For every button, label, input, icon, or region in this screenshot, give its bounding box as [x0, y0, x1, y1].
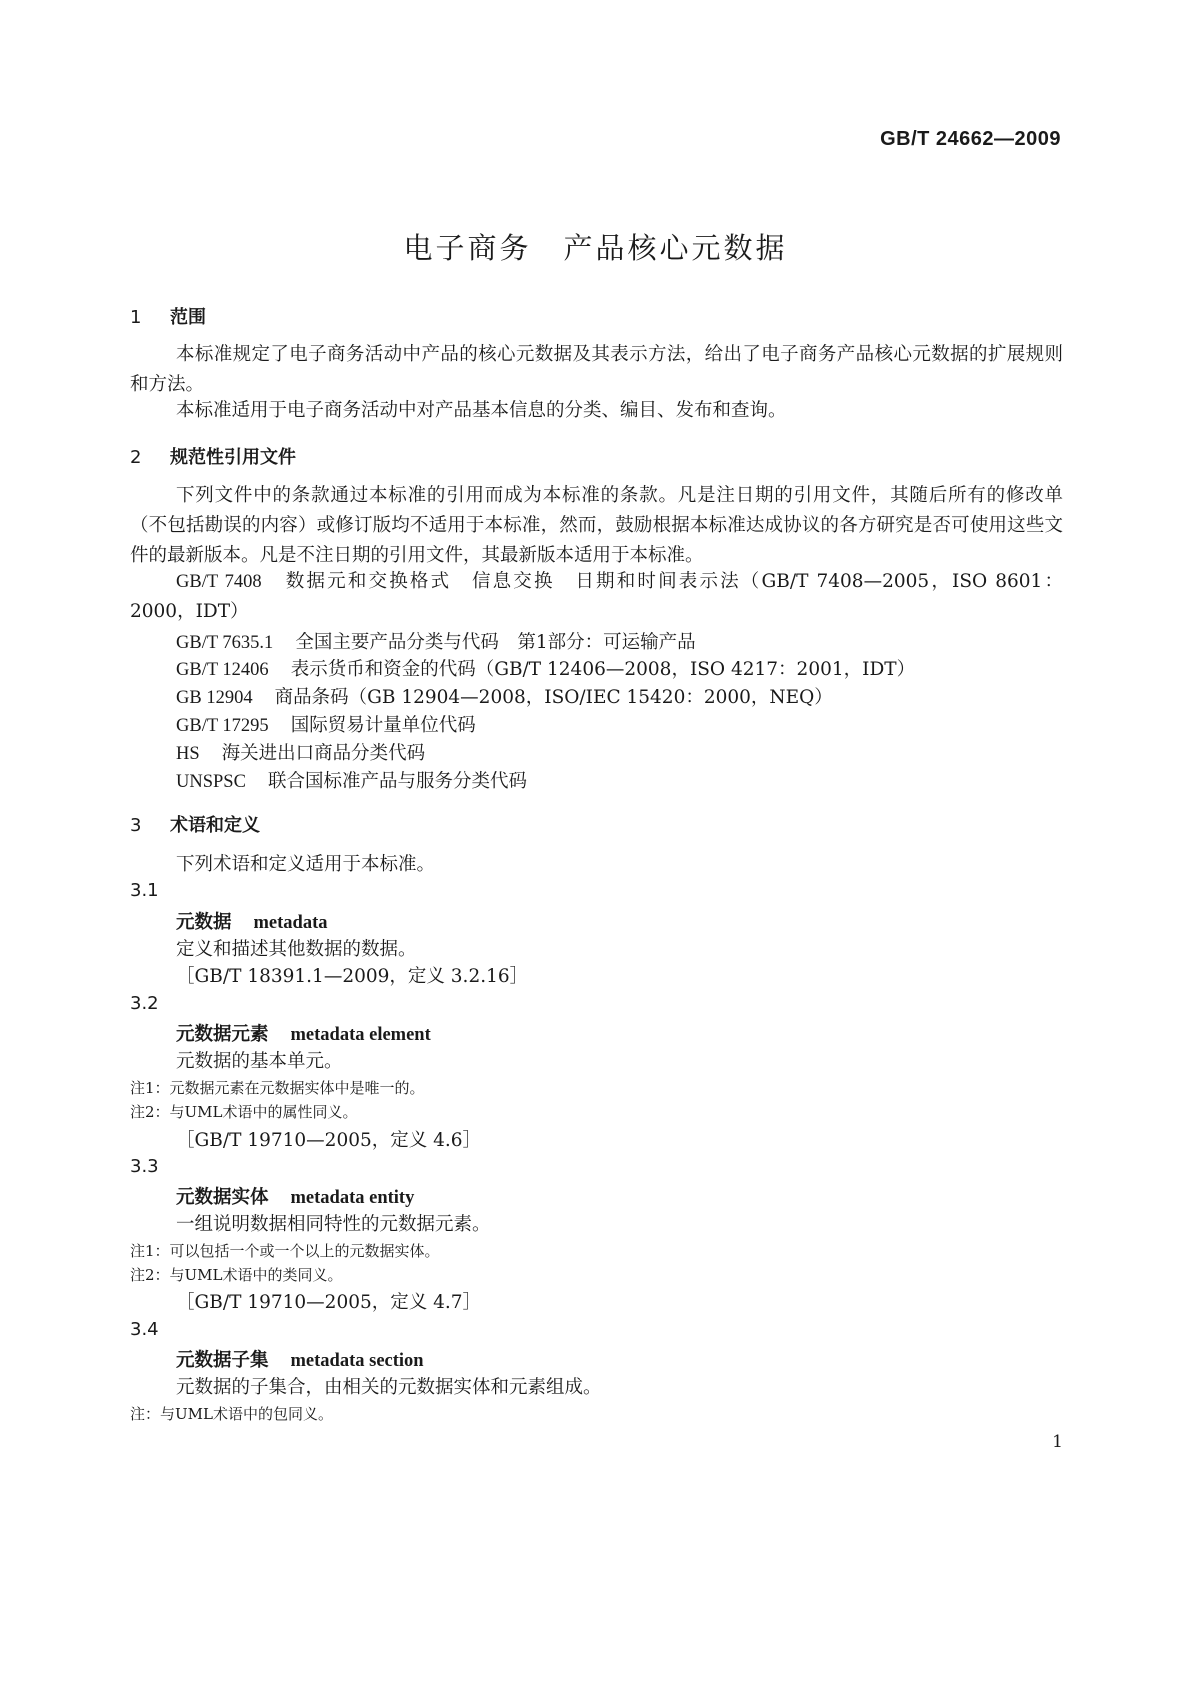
page-number: 1 [1052, 1432, 1063, 1452]
term-zh: 元数据子集 [176, 1350, 269, 1371]
reference-title: 联合国标准产品与服务分类代码 [267, 771, 527, 792]
reference-title: 表示货币和资金的代码（GB/T 12406—2008，ISO 4217：2001，IDT） [290, 659, 916, 680]
term-en: metadata section [290, 1351, 424, 1371]
section-title: 术语和定义 [170, 815, 260, 836]
section-1-para-2: 本标准适用于电子商务活动中对产品基本信息的分类、编目、发布和查询。 [176, 400, 787, 421]
term-note: 注1：可以包括一个或一个以上的元数据实体。 [130, 1242, 440, 1260]
term-source: ［GB/T 19710—2005，定义 4.7］ [176, 1292, 482, 1313]
section-number: 2 [130, 447, 142, 468]
reference-title: 商品条码（GB 12904—2008，ISO/IEC 15420：2000，NEQ） [274, 687, 833, 708]
term-number: 3.3 [130, 1156, 159, 1177]
term-heading [130, 1020, 1063, 1046]
reference-item [130, 655, 1063, 681]
term-note: 注：与UML术语中的包同义。 [130, 1405, 333, 1423]
term-note: 注2：与UML术语中的属性同义。 [130, 1103, 358, 1121]
term-en: metadata [253, 913, 328, 933]
reference-code: GB/T 12406 [176, 660, 269, 680]
section-3-intro: 下列术语和定义适用于本标准。 [176, 854, 436, 875]
reference-code: HS [176, 744, 200, 764]
section-2-intro: 下列文件中的条款通过本标准的引用而成为本标准的条款。凡是注日期的引用文件，其随后所有的修改单（不包括勘误的内容）或修订版均不适用于本标准，然而，鼓励根据本标准达成协议的各方研究是否可使用这些文件的最新版本。凡是不注日期的引用文件，其最新版本适用于本标准。 [130, 485, 1063, 566]
term-number: 3.4 [130, 1319, 159, 1340]
reference-title: 全国主要产品分类与代码 第1部分：可运输产品 [295, 632, 696, 653]
reference-code: GB 12904 [176, 688, 253, 708]
term-zh: 元数据元素 [176, 1024, 269, 1045]
reference-item [130, 628, 1063, 654]
reference-title: 海关进出口商品分类代码 [221, 743, 426, 764]
term-definition: 元数据的基本单元。 [176, 1051, 343, 1072]
term-definition: 一组说明数据相同特性的元数据元素。 [176, 1214, 491, 1235]
term-definition: 元数据的子集合，由相关的元数据实体和元素组成。 [176, 1377, 602, 1398]
section-1-para-1: 本标准规定了电子商务活动中产品的核心元数据及其表示方法，给出了电子商务产品核心元数据的扩展规则和方法。 [130, 344, 1063, 395]
section-number: 3 [130, 815, 142, 836]
term-zh: 元数据 [176, 912, 232, 933]
document-title: 电子商务 产品核心元数据 [403, 231, 788, 265]
reference-item [130, 567, 1063, 627]
section-number: 1 [130, 307, 142, 328]
term-heading [130, 1183, 1063, 1209]
term-source: ［GB/T 19710—2005，定义 4.6］ [176, 1130, 482, 1151]
term-note: 注2：与UML术语中的类同义。 [130, 1266, 343, 1284]
reference-title: 数据元和交换格式 信息交换 日期和时间表示法（GB/T 7408—2005，ISO 8601：2000，IDT） [130, 571, 1063, 622]
reference-item [130, 683, 1063, 709]
term-source: ［GB/T 18391.1—2009，定义 3.2.16］ [176, 966, 529, 987]
standard-number: GB/T 24662—2009 [880, 128, 1061, 150]
section-2-heading [130, 443, 1063, 469]
term-en: metadata entity [290, 1188, 415, 1208]
section-title: 范围 [170, 307, 206, 328]
section-3-heading [130, 811, 1063, 837]
reference-item [130, 711, 1063, 737]
reference-code: GB/T 7408 [176, 572, 262, 592]
reference-code: GB/T 17295 [176, 716, 269, 736]
term-number: 3.2 [130, 993, 159, 1014]
section-title: 规范性引用文件 [170, 447, 296, 468]
term-note: 注1：元数据元素在元数据实体中是唯一的。 [130, 1079, 425, 1097]
term-definition: 定义和描述其他数据的数据。 [176, 939, 417, 960]
term-heading [130, 1346, 1063, 1372]
reference-title: 国际贸易计量单位代码 [290, 715, 476, 736]
reference-item [130, 739, 1063, 765]
reference-code: GB/T 7635.1 [176, 633, 274, 653]
reference-code: UNSPSC [176, 772, 246, 792]
term-en: metadata element [290, 1025, 431, 1045]
section-1-heading [130, 303, 1063, 329]
term-zh: 元数据实体 [176, 1187, 269, 1208]
term-heading [130, 908, 1063, 934]
term-number: 3.1 [130, 880, 159, 901]
reference-item [130, 767, 1063, 793]
